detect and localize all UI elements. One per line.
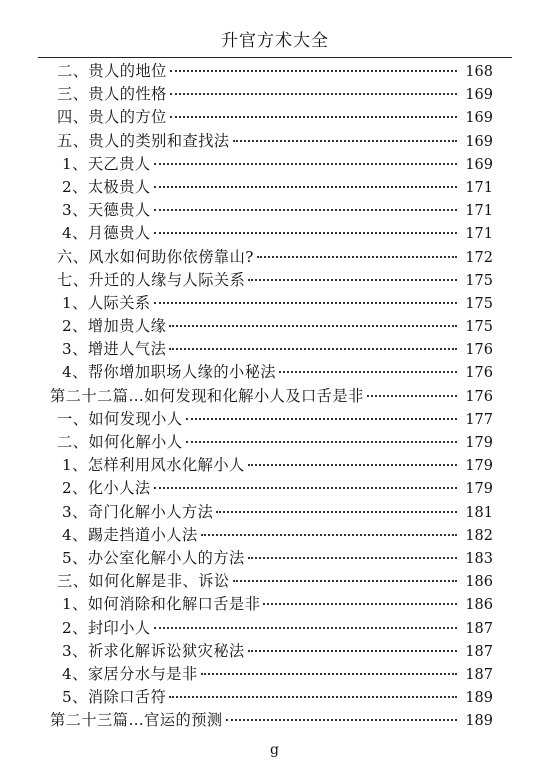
dot-leader: [257, 256, 457, 258]
toc-entry-page: 176: [465, 388, 493, 405]
toc-entry-page: 177: [465, 411, 493, 428]
toc-entry-page: 171: [465, 179, 493, 196]
toc-entry-page: 169: [465, 156, 493, 173]
toc-entry-page: 179: [465, 435, 493, 451]
toc-entry-title: 4、家居分水与是非: [62, 664, 198, 683]
toc-entry-page: 187: [465, 666, 493, 683]
toc-entry-title: 2、太极贵人: [62, 177, 151, 196]
toc-entry: [0, 106, 549, 129]
toc-entry-page: 181: [465, 504, 493, 521]
toc-entry-page: 176: [465, 365, 493, 382]
toc-entry-title: 1、天乙贵人: [62, 154, 151, 173]
toc-entry-title: 五、贵人的类别和查找法: [57, 131, 230, 150]
toc-entry-title: 1、怎样利用风水化解小人: [62, 456, 245, 475]
toc-entry-title: 3、天德贵人: [62, 201, 151, 220]
dot-leader: [216, 511, 457, 513]
toc-entry-title: 七、升迁的人缘与人际关系: [57, 270, 246, 289]
toc-entry: [0, 222, 549, 245]
toc-entry-title: 4、月德贵人: [62, 224, 151, 243]
dot-leader: [169, 348, 457, 350]
dot-leader: [170, 93, 457, 95]
toc-entry: [0, 385, 549, 408]
dot-leader: [226, 719, 457, 721]
toc-entry-page: 175: [465, 295, 493, 312]
toc-entry: [0, 501, 549, 524]
dot-leader: [154, 209, 457, 211]
toc-entry: [0, 130, 549, 153]
toc-entry: [0, 408, 549, 431]
toc-entry-title: 3、奇门化解小人方法: [62, 502, 214, 521]
toc-entry: [0, 547, 549, 570]
page-number: g: [270, 742, 279, 758]
toc-entry: [0, 431, 549, 454]
toc-entry-page: 176: [465, 342, 493, 359]
toc-entry-page: 187: [465, 620, 493, 637]
toc-entry-title: 4、帮你增加职场人缘的小秘法: [62, 363, 277, 382]
toc-entry: [0, 338, 549, 361]
toc-entry: [0, 454, 549, 477]
toc-entry: [0, 640, 549, 663]
dot-leader: [279, 371, 457, 373]
dot-leader: [169, 325, 457, 327]
dot-leader: [248, 557, 457, 559]
toc-entry-page: 169: [465, 133, 493, 150]
toc-entry-title: 一、如何发现小人: [57, 409, 183, 428]
toc-entry-page: 186: [465, 597, 493, 614]
toc-entry-page: 172: [465, 249, 493, 266]
toc-entry-title: 3、增进人气法: [62, 340, 167, 359]
dot-leader: [154, 163, 457, 165]
toc-entry-page: 187: [465, 643, 493, 660]
toc-entry-page: 169: [465, 87, 493, 104]
dot-leader: [154, 232, 457, 234]
toc-entry-page: 189: [465, 713, 493, 730]
toc-entry-title: 三、贵人的性格: [57, 85, 167, 104]
dot-leader: [233, 140, 457, 142]
toc-entry: [0, 477, 549, 500]
dot-leader: [170, 70, 457, 72]
dot-leader: [233, 580, 457, 582]
toc-entry-page: 179: [465, 481, 493, 498]
table-of-contents: [0, 60, 549, 732]
toc-entry-title: 2、化小人法: [62, 479, 151, 498]
toc-entry-title: 第二十三篇…官运的预测: [50, 711, 223, 730]
toc-entry: [0, 153, 549, 176]
dot-leader: [186, 418, 458, 420]
toc-entry: [0, 292, 549, 315]
dot-leader: [201, 673, 457, 675]
toc-entry-title: 三、如何化解是非、诉讼: [57, 572, 230, 591]
toc-entry: [0, 593, 549, 616]
toc-entry-title: 4、踢走挡道小人法: [62, 525, 198, 544]
toc-entry-title: 二、贵人的地位: [57, 62, 167, 80]
dot-leader: [263, 603, 457, 605]
toc-entry-title: 1、如何消除和化解口舌是非: [62, 595, 261, 614]
toc-entry: [0, 176, 549, 199]
toc-entry-page: 171: [465, 203, 493, 220]
toc-entry-page: 169: [465, 110, 493, 127]
running-header: 升官方术大全: [221, 31, 329, 51]
dot-leader: [154, 627, 457, 629]
dot-leader: [169, 696, 457, 698]
toc-entry-page: 171: [465, 226, 493, 243]
toc-entry-title: 1、人际关系: [62, 293, 151, 312]
toc-entry-page: 179: [465, 458, 493, 475]
header-rule: [38, 57, 512, 58]
toc-entry-page: 168: [465, 64, 493, 80]
toc-entry: [0, 617, 549, 640]
toc-entry-title: 2、封印小人: [62, 618, 151, 637]
toc-entry-title: 第二十二篇…如何发现和化解小人及口舌是非: [50, 386, 364, 405]
toc-entry-page: 189: [465, 690, 493, 707]
toc-entry-page: 183: [465, 550, 493, 567]
dot-leader: [170, 116, 457, 118]
toc-entry-title: 六、风水如何助你依傍靠山?: [57, 247, 254, 266]
toc-entry: [0, 361, 549, 384]
dot-leader: [154, 302, 457, 304]
toc-entry-title: 5、办公室化解小人的方法: [62, 548, 245, 567]
dot-leader: [154, 487, 457, 489]
toc-entry: [0, 246, 549, 269]
dot-leader: [367, 395, 457, 397]
toc-entry: [0, 60, 549, 83]
toc-entry-title: 5、消除口舌符: [62, 688, 167, 707]
toc-entry-page: 175: [465, 272, 493, 289]
dot-leader: [248, 650, 457, 652]
toc-entry: [0, 199, 549, 222]
toc-entry-page: 175: [465, 319, 493, 336]
dot-leader: [248, 279, 457, 281]
toc-entry-page: 182: [465, 527, 493, 544]
toc-entry: [0, 315, 549, 338]
toc-entry: [0, 83, 549, 106]
toc-entry: [0, 709, 549, 732]
dot-leader: [201, 534, 457, 536]
toc-entry-title: 二、如何化解小人: [57, 433, 183, 451]
dot-leader: [248, 464, 457, 466]
toc-entry-title: 2、增加贵人缘: [62, 317, 167, 336]
toc-entry-page: 186: [465, 574, 493, 591]
toc-entry: [0, 269, 549, 292]
toc-entry: [0, 663, 549, 686]
toc-entry: [0, 524, 549, 547]
toc-entry-title: 3、祈求化解诉讼狱灾秘法: [62, 641, 245, 660]
toc-entry-title: 四、贵人的方位: [57, 108, 167, 127]
toc-entry: [0, 570, 549, 593]
dot-leader: [154, 186, 457, 188]
toc-entry: [0, 686, 549, 709]
dot-leader: [186, 441, 458, 443]
